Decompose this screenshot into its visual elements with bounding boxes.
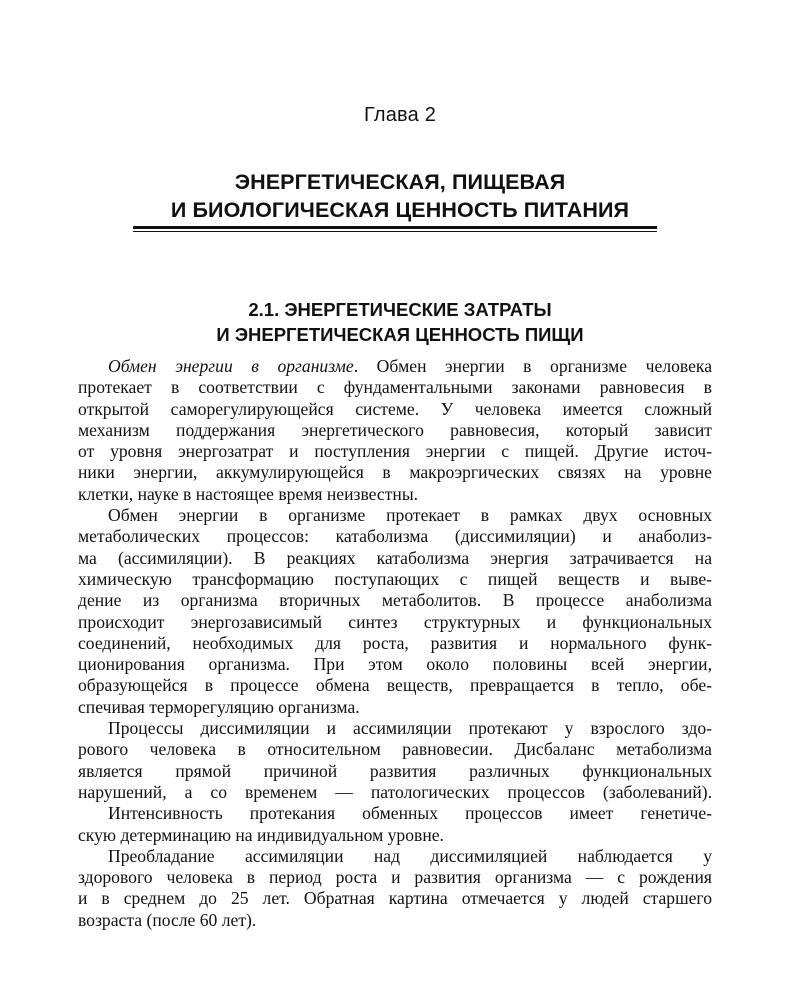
paragraph-line: возраста (после 60 лет).	[78, 909, 257, 930]
paragraph-line: ма (ассимиляции). В реакциях катаболизма энергия затрачивается на	[78, 547, 712, 568]
paragraph-line: и в среднем до 25 лет. Обратная картина отмечается у людей старшего	[78, 888, 712, 909]
paragraph-line: здорового человека в период роста и развития организма — с рождения	[78, 867, 712, 888]
chapter-title-line-2: И БИОЛОГИЧЕСКАЯ ЦЕННОСТЬ ПИТАНИЯ	[170, 198, 630, 222]
paragraph-line: ционирования организма. При этом около половины всей энергии,	[78, 654, 712, 675]
paragraph-1-lead-rest: . Обмен энергии в организме человека	[353, 356, 712, 376]
paragraph-1-line-1	[78, 356, 712, 377]
paragraph-line: является прямой причиной развития различных функциональных	[78, 760, 712, 781]
paragraph-line: метаболических процессов: катаболизма (диссимиляции) и анаболиз-	[78, 526, 712, 547]
paragraph-line: от уровня энергозатрат и поступления энергии с пищей. Другие источ-	[78, 441, 712, 462]
paragraph-line: происходит энергозависимый синтез структурных и функциональных	[78, 611, 712, 632]
paragraph-line: дение из организма вторичных метаболитов. В процессе анаболизма	[78, 590, 712, 611]
paragraph-line: Преобладание ассимиляции над диссимиляцией наблюдается у	[108, 845, 712, 866]
paragraph-line: спечивая терморегуляцию организма.	[78, 696, 360, 717]
paragraph-line: ники энергии, аккумулирующейся в макроэргических связях на уровне	[78, 462, 712, 483]
section-title-line-1: 2.1. ЭНЕРГЕТИЧЕСКИЕ ЗАТРАТЫ	[248, 299, 552, 320]
chapter-title-line-1: ЭНЕРГЕТИЧЕСКАЯ, ПИЩЕВАЯ	[234, 170, 566, 194]
paragraph-line: Интенсивность протекания обменных процессов имеет генетиче-	[108, 803, 712, 824]
title-divider-thin	[133, 231, 657, 232]
paragraph-line: соединений, необходимых для роста, развития и нормального функ-	[78, 632, 712, 653]
section-title-line-2: И ЭНЕРГЕТИЧЕСКАЯ ЦЕННОСТЬ ПИЩИ	[216, 324, 584, 345]
chapter-label: Глава 2	[363, 104, 437, 126]
paragraph-line: химическую трансформацию поступающих с пищей веществ и выве-	[78, 568, 712, 589]
paragraph-line: Процессы диссимиляции и ассимиляции протекают у взрослого здо-	[108, 718, 712, 739]
body-text	[78, 356, 712, 931]
chapter-title	[0, 168, 800, 224]
paragraph-line: клетки, науке в настоящее время неизвестны.	[78, 483, 419, 504]
paragraph-line: Обмен энергии в организме протекает в рамках двух основных	[108, 505, 712, 526]
title-divider-thick	[133, 226, 657, 229]
paragraph-1-lead-italic: Обмен энергии в организме	[108, 356, 354, 376]
paragraph-line: протекает в соответствии с фундаментальными законами равновесия в	[78, 377, 712, 398]
section-title	[0, 297, 800, 347]
paragraph-line: открытой саморегулирующейся системе. У человека имеется сложный	[78, 398, 712, 419]
paragraph-line: скую детерминацию на индивидуальном уровне.	[78, 824, 444, 845]
paragraph-line: нарушений, а со временем — патологических процессов (заболеваний).	[78, 781, 712, 802]
paragraph-line: образующейся в процессе обмена веществ, превращается в тепло, обе-	[78, 675, 712, 696]
paragraph-line: рового человека в относительном равновесии. Дисбаланс метаболизма	[78, 739, 712, 760]
paragraph-line: механизм поддержания энергетического равновесия, который зависит	[78, 419, 712, 440]
